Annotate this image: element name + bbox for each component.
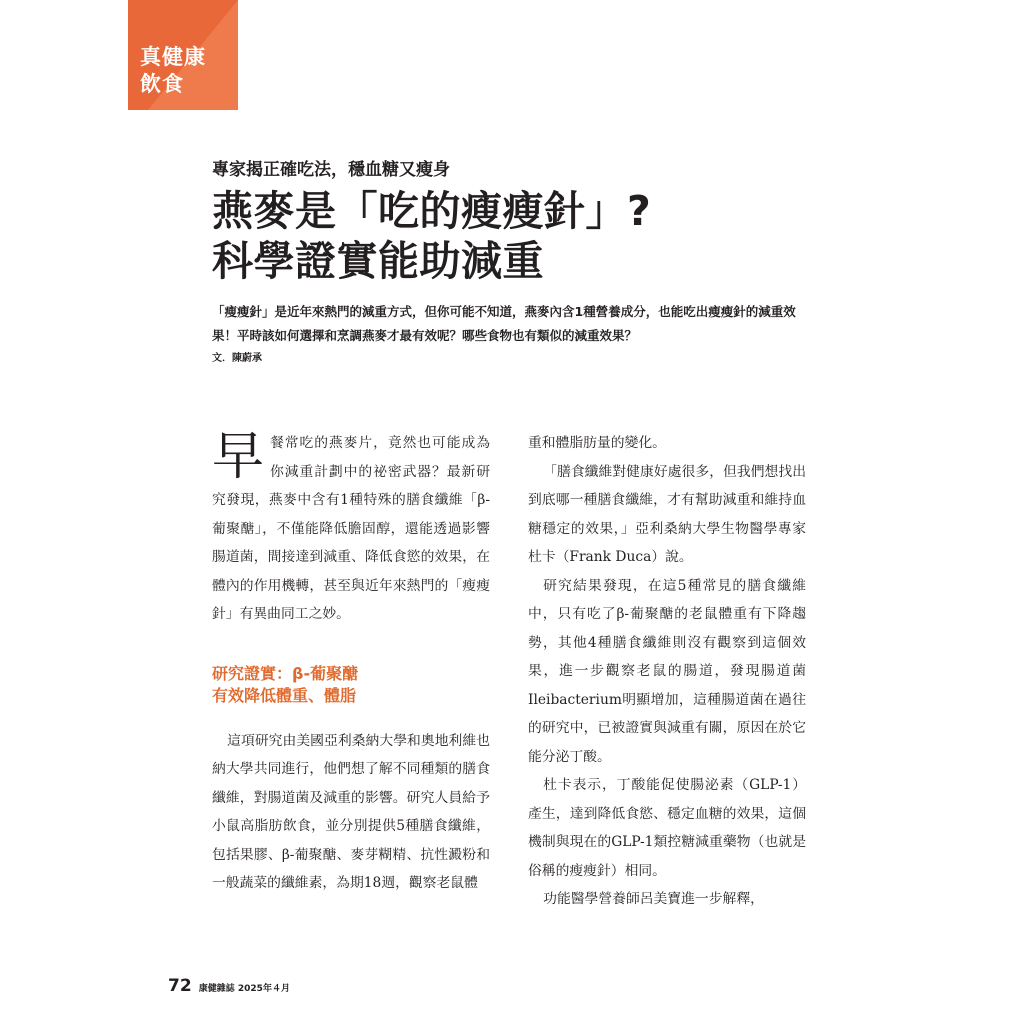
article-title	[212, 186, 651, 286]
article-title-line2: 科學證實能助減重	[212, 237, 544, 285]
paragraph-study: 這項研究由美國亞利桑納大學和奧地利維也納大學共同進行，他們想了解不同種類的膳食纖維，對腸道菌及減重的影響。研究人員給予小鼠高脂肪飲食，並分別提供5種膳食纖維，包括果膠、β-葡聚醣、麥芽糊精、抗性澱粉和一般蔬菜的纖維素，為期18週，觀察老鼠體	[212, 732, 490, 891]
section-badge-label	[140, 44, 206, 98]
paragraph-nutritionist: 功能醫學營養師呂美寶進一步解釋，	[543, 891, 764, 907]
section-badge-line1: 真健康	[140, 45, 206, 69]
text-column-left	[212, 429, 490, 898]
paragraph-mechanism: 杜卡表示，丁酸能促使腸泌素（GLP-1）產生，達到降低食慾、穩定血糖的效果，這個機制與現在的GLP-1類控糖減重藥物（也就是俗稱的瘦瘦針）相同。	[528, 777, 806, 879]
section-subhead	[212, 663, 490, 707]
page-footer	[168, 976, 290, 996]
paragraph-intro	[212, 429, 490, 629]
paragraph-quote: 「膳食纖維對健康好處很多，但我們想找出到底哪一種膳食纖維，才有幫助減重和維持血糖穩定的效果，」亞利桑納大學生物醫學專家杜卡（Frank Duca）說。	[528, 463, 806, 565]
paragraph-intro-text: 餐常吃的燕麥片，竟然也可能成為你減重計劃中的祕密武器？最新研究發現，燕麥中含有1種特殊的膳食纖維「β-葡聚醣」，不僅能降低膽固醇，還能透過影響腸道菌，間接達到減重、降低食慾的效果，在體內的作用機轉，甚至與近年來熱門的「瘦瘦針」有異曲同工之妙。	[212, 435, 490, 622]
section-badge	[128, 0, 238, 110]
article-kicker: 專家揭正確吃法，穩血糖又瘦身	[212, 160, 450, 180]
section-badge-line2: 飲食	[140, 72, 184, 96]
section-subhead-line2: 有效降低體重、體脂	[212, 685, 357, 705]
paragraph-continued: 重和體脂肪量的變化。	[528, 435, 666, 451]
section-subhead-line1: 研究證實：β-葡聚醣	[212, 663, 359, 683]
text-column-right	[528, 429, 806, 914]
article-lead: 「瘦瘦針」是近年來熱門的減重方式，但你可能不知道，燕麥內含1種營養成分，也能吃出瘦瘦針的減重效果！平時該如何選擇和烹調燕麥才最有效呢？哪些食物也有類似的減重效果？	[212, 304, 796, 343]
drop-cap: 早	[212, 427, 265, 487]
magazine-issue: 康健雜誌 2025年４月	[198, 984, 290, 994]
paragraph-results: 研究結果發現，在這5種常見的膳食纖維中，只有吃了β-葡聚醣的老鼠體重有下降趨勢，其他4種膳食纖維則沒有觀察到這個效果，進一步觀察老鼠的腸道，發現腸道菌Ileibacterium明顯增加，這種腸道菌在過往的研究中，已被證實與減重有關，原因在於它能分泌丁酸。	[528, 577, 806, 765]
page-number: 72	[168, 976, 192, 996]
article-byline: 文．陳蔚承	[212, 353, 262, 364]
article-title-line1: 燕麥是「吃的瘦瘦針」?	[212, 187, 652, 235]
